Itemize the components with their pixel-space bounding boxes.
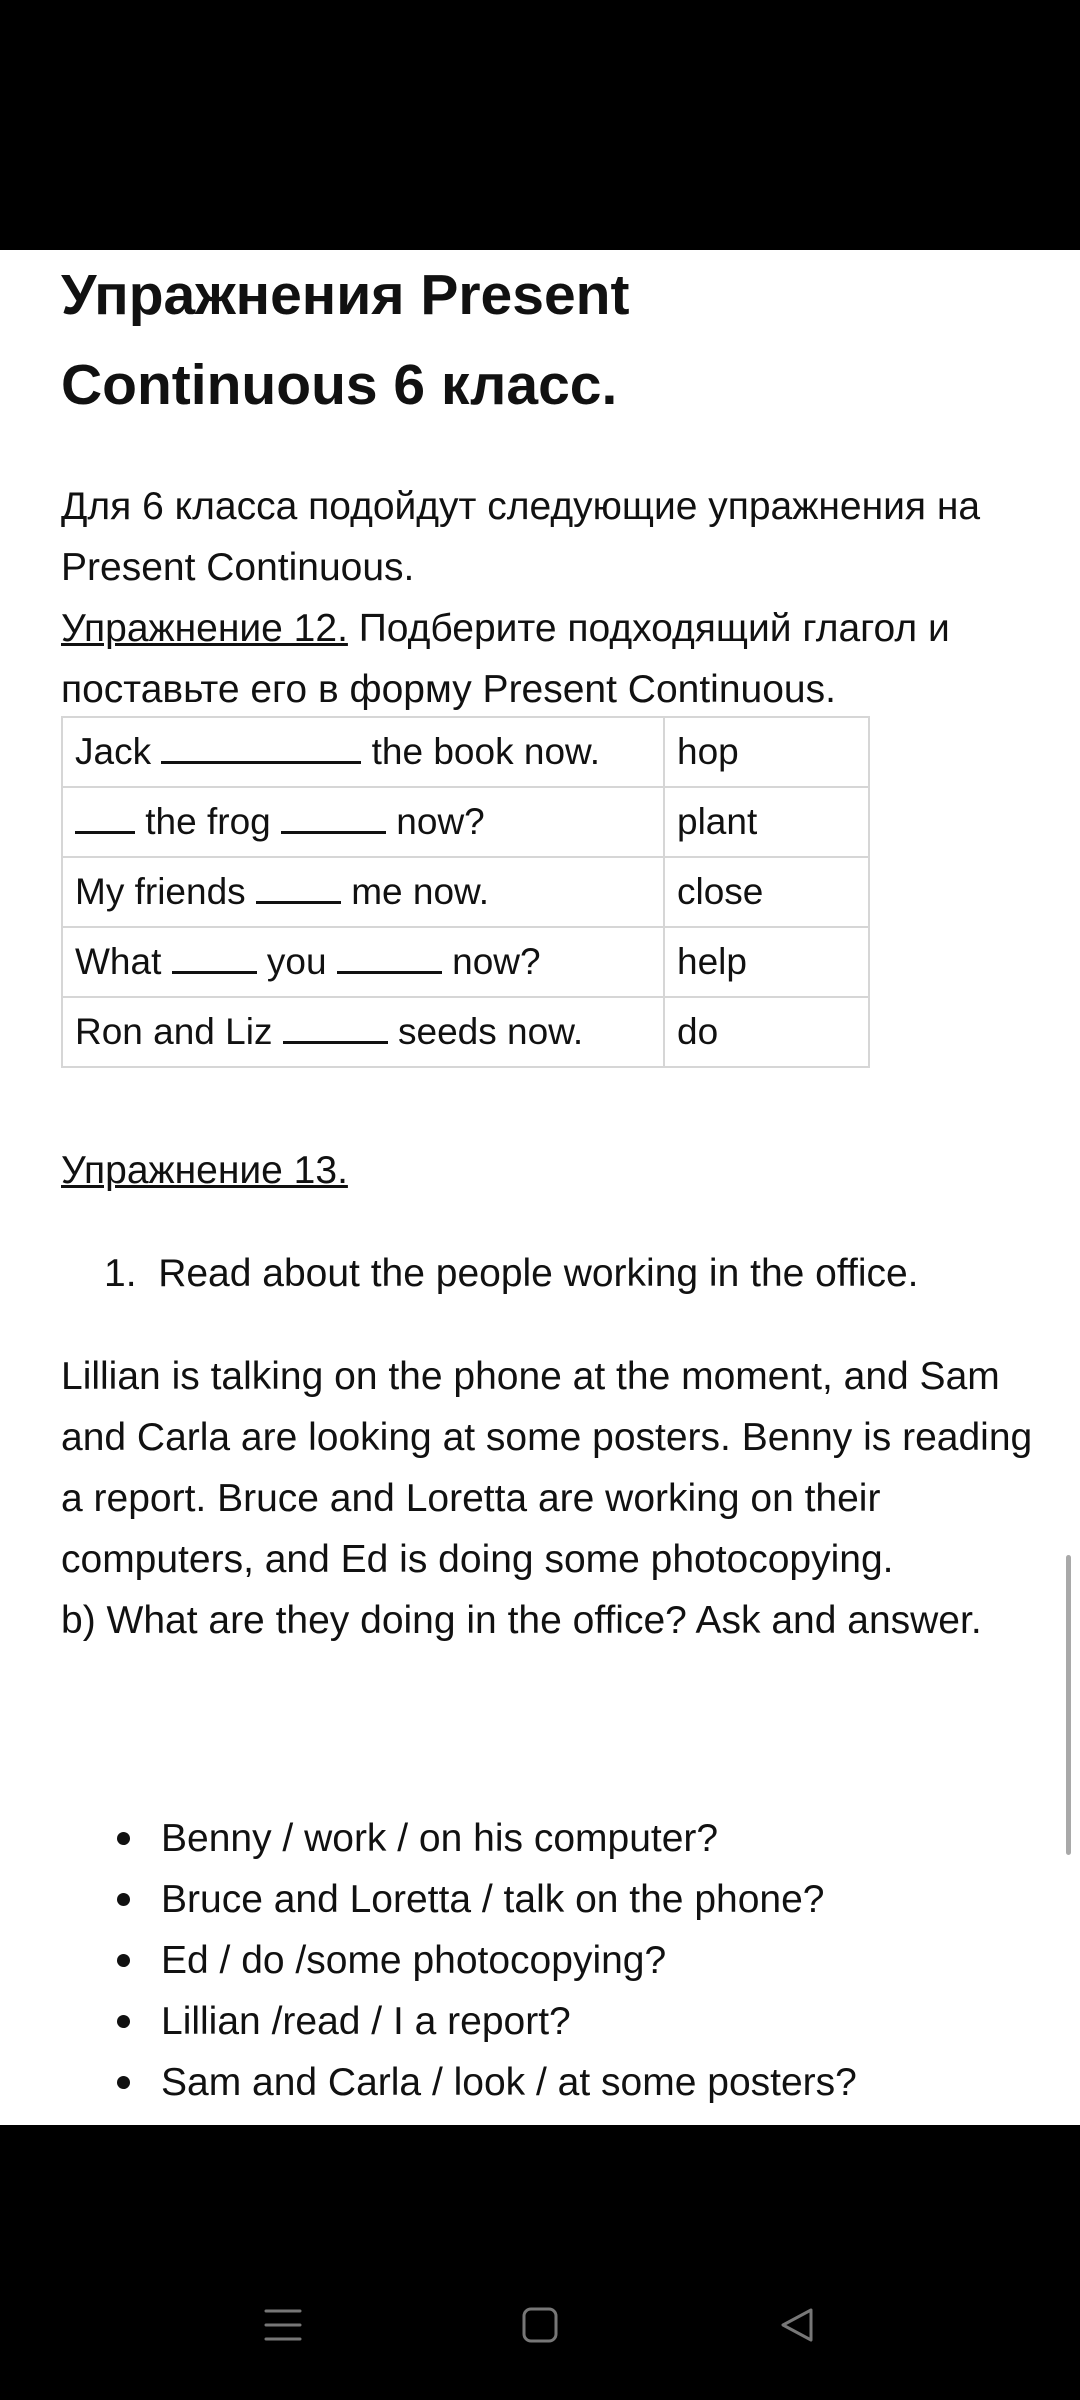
table-row xyxy=(62,787,869,857)
verb-cell: help xyxy=(664,927,869,997)
sentence-cell: What you now? xyxy=(62,927,664,997)
question-list xyxy=(61,1808,857,2113)
sentence-cell: Jack the book now. xyxy=(62,717,664,787)
menu-icon[interactable] xyxy=(253,2295,313,2355)
list-item: Bruce and Loretta / talk on the phone? xyxy=(61,1869,857,1930)
bullet-icon xyxy=(117,2015,130,2028)
bullet-icon xyxy=(117,1832,130,1845)
article-content xyxy=(0,250,1080,2125)
intro-text xyxy=(61,476,1041,720)
list-item xyxy=(104,1243,919,1304)
list-item: Ed / do /some photocopying? xyxy=(61,1930,857,1991)
sentence-cell: My friends me now. xyxy=(62,857,664,927)
list-item: Sam and Carla / look / at some posters? xyxy=(61,2052,857,2113)
exercise-12-table xyxy=(61,716,870,1068)
exercise-13-heading xyxy=(61,1140,1041,1201)
list-item: Lillian /read / I a report? xyxy=(61,1991,857,2052)
answer-blank xyxy=(172,941,257,974)
answer-blank xyxy=(337,941,442,974)
scrollbar[interactable] xyxy=(1066,1555,1071,1855)
exercise-13-question: b) What are they doing in the office? Ask and answer. xyxy=(61,1599,982,1642)
navigation-bar xyxy=(0,2125,1080,2400)
answer-blank xyxy=(281,801,386,834)
exercise-12-instructions: Подберите подходящий глагол и поставьте его в форму Present Continuous. xyxy=(61,607,950,711)
table-row xyxy=(62,927,869,997)
back-triangle-icon[interactable] xyxy=(767,2295,827,2355)
page-title: Упражнения Present Continuous 6 класс. xyxy=(61,263,630,417)
list-text: Read about the people working in the office. xyxy=(158,1252,919,1295)
answer-blank xyxy=(256,871,341,904)
list-item: Benny / work / on his computer? xyxy=(61,1808,857,1869)
exercise-13-paragraph: Lillian is talking on the phone at the moment, and Sam and Carla are looking at some posters. Benny is reading a report. Bruce and Loretta are working on their computers, and Ed is doing some photocopying. b) What are they doing in the office? Ask and answer. xyxy=(61,1355,1033,1642)
verb-cell: plant xyxy=(664,787,869,857)
answer-blank xyxy=(75,801,135,834)
exercise-12-link[interactable]: Упражнение 12. xyxy=(61,607,348,650)
bullet-icon xyxy=(117,2076,130,2089)
verb-cell: close xyxy=(664,857,869,927)
sentence-cell: the frog now? xyxy=(62,787,664,857)
home-square-icon[interactable] xyxy=(510,2295,570,2355)
answer-blank xyxy=(283,1011,388,1044)
list-number: 1. xyxy=(104,1252,137,1295)
answer-blank xyxy=(161,731,361,764)
sentence-cell: Ron and Liz seeds now. xyxy=(62,997,664,1067)
table-row xyxy=(62,717,869,787)
exercise-13-link[interactable]: Упражнение 13. xyxy=(61,1149,348,1192)
bullet-icon xyxy=(117,1954,130,1967)
intro-paragraph: Для 6 класса подойдут следующие упражнения на Present Continuous. xyxy=(61,485,981,589)
status-area xyxy=(0,0,1080,250)
verb-cell: hop xyxy=(664,717,869,787)
verb-cell: do xyxy=(664,997,869,1067)
table-row xyxy=(62,997,869,1067)
table-row xyxy=(62,857,869,927)
bullet-icon xyxy=(117,1893,130,1906)
